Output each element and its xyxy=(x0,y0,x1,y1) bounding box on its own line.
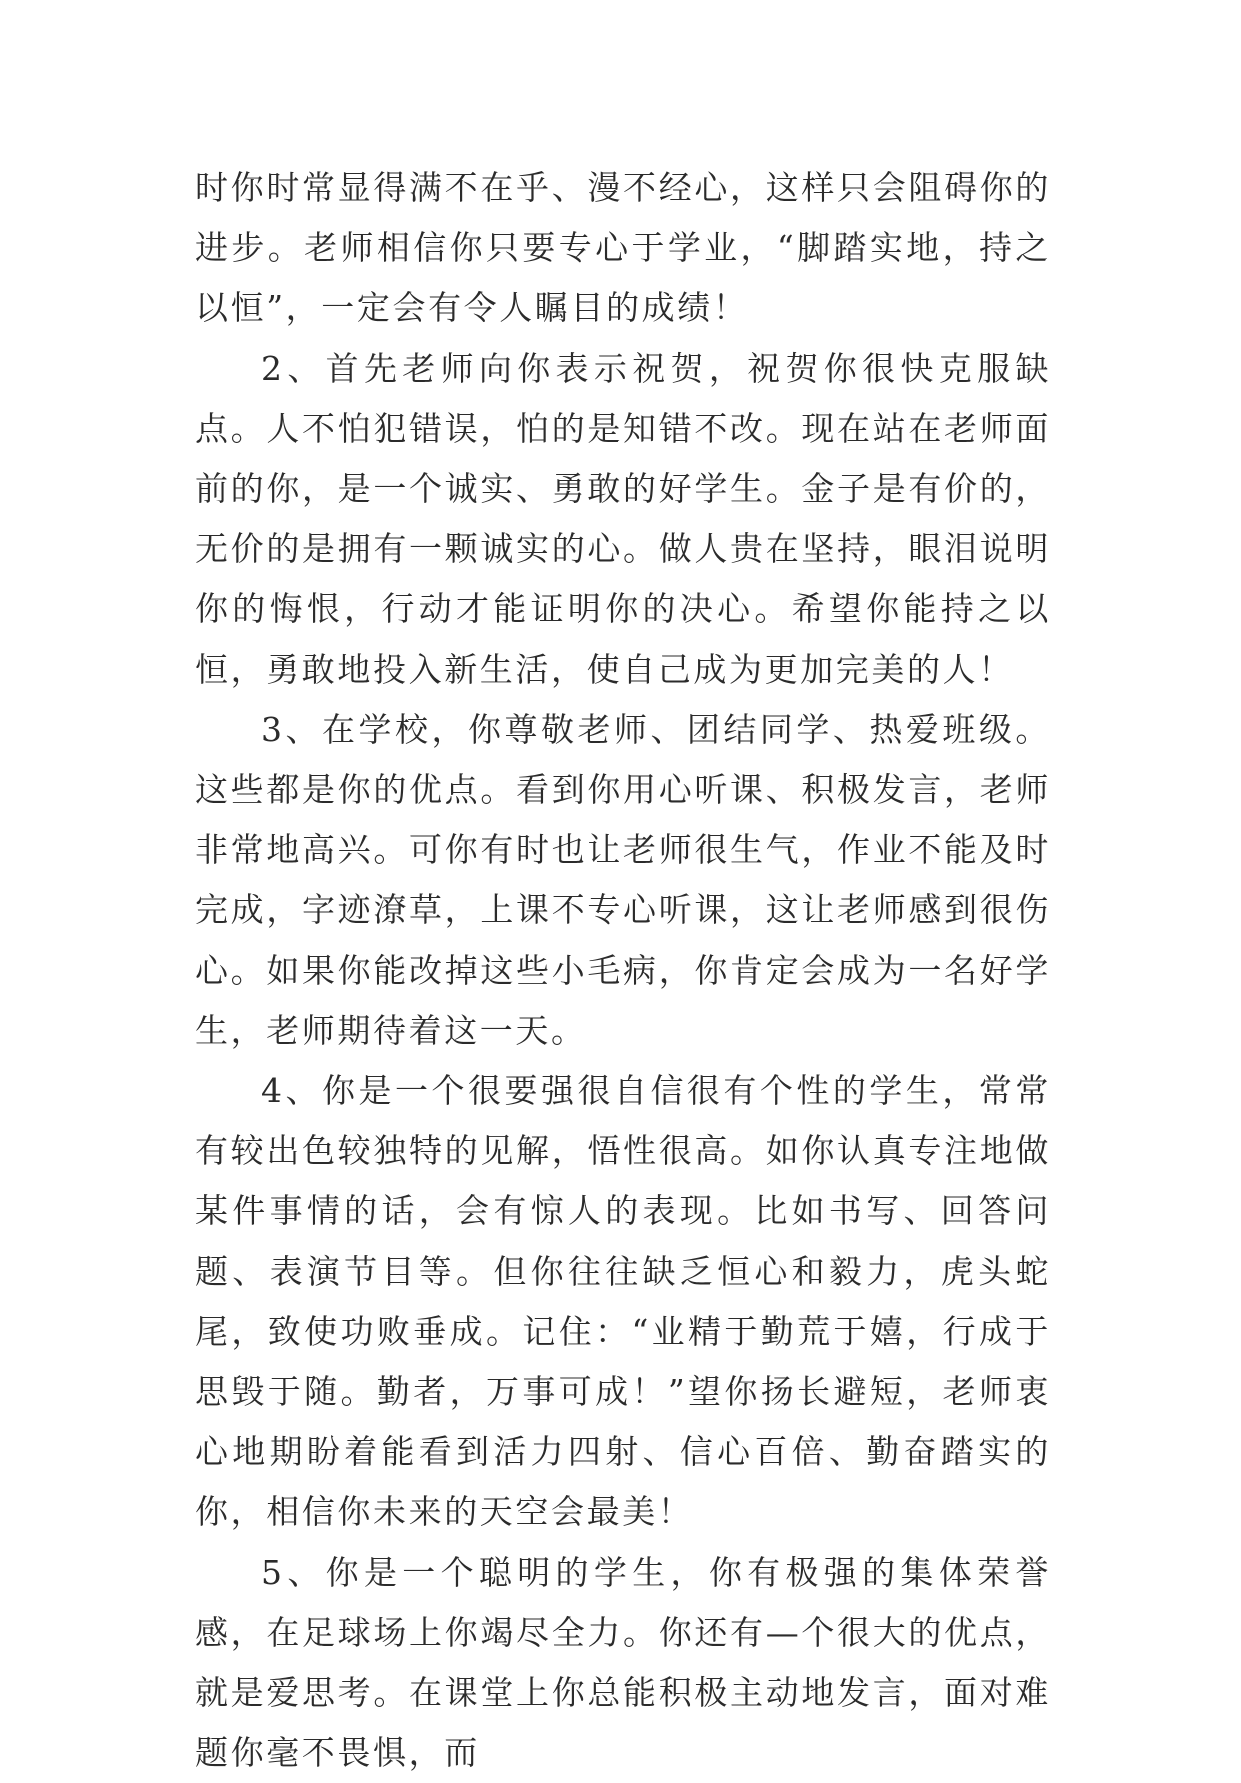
paragraph-comment-2: 2、首先老师向你表示祝贺，祝贺你很快克服缺点。人不怕犯错误，怕的是知错不改。现在站在老师面前的你，是一个诚实、勇敢的好学生。金子是有价的，无价的是拥有一颗诚实的心。做人贵在坚持，眼泪说明你的悔恨，行动才能证明你的决心。希望你能持之以恒，勇敢地投入新生活，使自己成为更加完美的人！ xyxy=(195,348,1051,689)
paragraph-comment-3: 3、在学校，你尊敬老师、团结同学、热爱班级。这些都是你的优点。看到你用心听课、积极发言，老师非常地高兴。可你有时也让老师很生气，作业不能及时完成，字迹潦草，上课不专心听课，这让老师感到很伤心。如果你能改掉这些小毛病，你肯定会成为一名好学生，老师期待着这一天。 xyxy=(195,709,1051,1050)
paragraph-comment-4: 4、你是一个很要强很自信很有个性的学生，常常有较出色较独特的见解，悟性很高。如你认真专注地做某件事情的话，会有惊人的表现。比如书写、回答问题、表演节目等。但你往往缺乏恒心和毅力，虎头蛇尾，致使功败垂成。记住：“业精于勤荒于嬉，行成于思毁于随。勤者，万事可成！”望你扬长避短，老师衷心地期盼着能看到活力四射、信心百倍、勤奋踏实的你，相信你未来的天空会最美！ xyxy=(195,1071,1051,1532)
document-body xyxy=(195,158,1051,1783)
paragraph-continuation: 时你时常显得满不在乎、漫不经心，这样只会阻碍你的进步。老师相信你只要专心于学业，“脚踏实地，持之以恒”，一定会有令人瞩目的成绩！ xyxy=(195,168,1051,328)
paragraph-comment-5: 5、你是一个聪明的学生，你有极强的集体荣誉感，在足球场上你竭尽全力。你还有—个很大的优点，就是爱思考。在课堂上你总能积极主动地发言，面对难题你毫不畏惧，而 xyxy=(195,1552,1051,1773)
